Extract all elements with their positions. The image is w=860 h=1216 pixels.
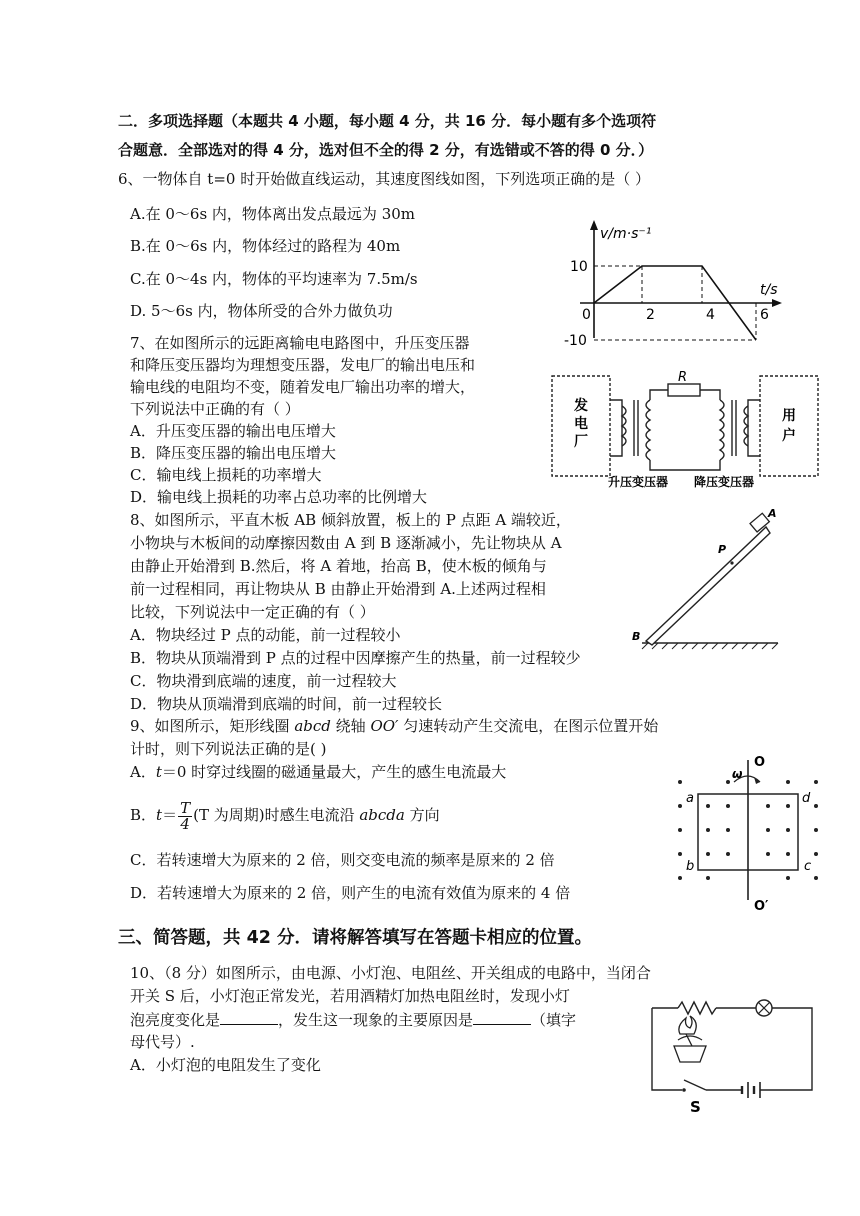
q7-line1: 7、在如图所示的远距离输电电路图中，升压变压器 bbox=[130, 334, 470, 352]
q7-line3: 输电线的电阻均不变，随着发电厂输出功率的增大， bbox=[130, 378, 476, 396]
graph-y-label: v/m·s⁻¹ bbox=[600, 226, 652, 242]
q10-line4: 母代号）. bbox=[130, 1033, 195, 1051]
step-down-label: 降压变压器 bbox=[694, 475, 755, 489]
q10-line2: 开关 S 后，小灯泡正常发光，若用酒精灯加热电阻丝时，发现小灯 bbox=[130, 987, 570, 1005]
coil-label-d: d bbox=[802, 791, 811, 806]
graph-tick-x-2: 2 bbox=[646, 307, 655, 323]
axis-o-label: O bbox=[754, 755, 766, 770]
q8-line4: 前一过程相同，再让物块从 B 由静止开始滑到 A.上述两过程相 bbox=[130, 580, 546, 598]
inclined-board-diagram bbox=[630, 505, 790, 650]
board-label-a: A bbox=[768, 507, 777, 520]
power-transmission-diagram bbox=[550, 370, 830, 490]
axis-o-prime-label: O′ bbox=[754, 899, 769, 914]
q8-option-c: C．物块滑到底端的速度，前一过程较大 bbox=[130, 672, 397, 690]
coil-label-c: c bbox=[804, 859, 812, 874]
graph-x-label: t/s bbox=[760, 282, 778, 298]
resistance-wire bbox=[678, 1002, 716, 1014]
graph-tick-x-6: 6 bbox=[760, 307, 769, 323]
q9-option-c: C．若转速增大为原来的 2 倍，则交变电流的频率是原来的 2 倍 bbox=[130, 851, 555, 869]
section3-header: 三、简答题，共 42 分．请将解答填写在答题卡相应的位置。 bbox=[118, 928, 593, 948]
q7-option-d: D．输电线上损耗的功率占总功率的比例增大 bbox=[130, 488, 428, 506]
board-label-p: P bbox=[718, 543, 727, 556]
rotating-coil-diagram bbox=[670, 750, 840, 915]
q7-line4: 下列说法中正确的有（ ） bbox=[130, 400, 300, 418]
q6-stem: 6、一物体自 t=0 时开始做直线运动，其速度图线如图，下列选项正确的是（ ） bbox=[118, 170, 650, 188]
graph-tick-x-0: 0 bbox=[582, 307, 591, 323]
graph-tick-x-4: 4 bbox=[706, 307, 715, 323]
alcohol-lamp-icon bbox=[674, 1016, 706, 1062]
heated-wire-circuit-diagram bbox=[640, 990, 830, 1115]
board-label-b: B bbox=[632, 630, 641, 643]
section2-header-line2: 合题意．全部选对的得 4 分，选对但不全的得 2 分，有选错或不答的得 0 分．） bbox=[118, 141, 654, 159]
q7-option-a: A．升压变压器的输出电压增大 bbox=[130, 422, 336, 440]
q6-option-d: D. 5～6s 内，物体所受的合外力做负功 bbox=[130, 302, 393, 320]
switch-label: S bbox=[690, 1098, 701, 1116]
q9-line1: 9、如图所示，矩形线圈 abcd 绕轴 OO′ 匀速转动产生交流电，在图示位置开始 bbox=[130, 717, 659, 735]
omega-label: ω bbox=[732, 767, 743, 781]
q8-line2: 小物块与木板间的动摩擦因数由 A 到 B 逐渐减小，先让物块从 A bbox=[130, 534, 562, 552]
q8-line3: 由静止开始滑到 B.然后，将 A 着地，抬高 B，使木板的倾角与 bbox=[130, 557, 547, 575]
user-char-1: 用 bbox=[782, 408, 796, 424]
q6-option-c: C.在 0～4s 内，物体的平均速率为 7.5m/s bbox=[130, 270, 418, 288]
q10-line1: 10、（8 分）如图所示，由电源、小灯泡、电阻丝、开关组成的电路中，当闭合 bbox=[130, 964, 651, 982]
q8-option-d: D．物块从顶端滑到底端的时间，前一过程较长 bbox=[130, 695, 443, 713]
graph-tick-y-neg10: -10 bbox=[564, 333, 587, 349]
answer-blank-1[interactable] bbox=[220, 1009, 278, 1025]
step-up-label: 升压变压器 bbox=[608, 475, 669, 489]
q9-option-a: A．t＝0 时穿过线圈的磁通量最大，产生的感生电流最大 bbox=[130, 763, 507, 781]
q9-option-b: B．t＝ $\frac{T}{4}$ (T 为周期)时感生电流沿 abcda 方向 bbox=[130, 798, 440, 833]
resistor-label: R bbox=[678, 370, 688, 385]
plant-char-3: 厂 bbox=[574, 434, 588, 450]
graph-tick-y-10: 10 bbox=[570, 259, 588, 275]
q10-option-a: A．小灯泡的电阻发生了变化 bbox=[130, 1056, 321, 1074]
q8-line5: 比较，下列说法中一定正确的有（ ） bbox=[130, 603, 375, 621]
plant-char-2: 电 bbox=[574, 416, 588, 432]
q10-line3: 泡亮度变化是 ，发生这一现象的主要原因是 （填字 bbox=[130, 1011, 577, 1029]
section2-header-line1: 二．多项选择题（本题共 4 小题，每小题 4 分，共 16 分．每小题有多个选项符 bbox=[118, 112, 657, 130]
q8-option-a: A．物块经过 P 点的动能，前一过程较小 bbox=[130, 626, 401, 644]
q7-line2: 和降压变压器均为理想变压器，发电厂的输出电压和 bbox=[130, 356, 476, 374]
q9-option-d: D．若转速增大为原来的 2 倍，则产生的电流有效值为原来的 4 倍 bbox=[130, 884, 571, 902]
user-char-2: 户 bbox=[782, 428, 796, 444]
answer-blank-2[interactable] bbox=[473, 1009, 531, 1025]
coil-label-a: a bbox=[686, 791, 694, 806]
velocity-time-graph bbox=[560, 212, 790, 352]
q8-option-b: B．物块从顶端滑到 P 点的过程中因摩擦产生的热量，前一过程较少 bbox=[130, 649, 581, 667]
plant-char-1: 发 bbox=[574, 398, 588, 414]
coil-label-b: b bbox=[686, 859, 695, 874]
q8-line1: 8、如图所示，平直木板 AB 倾斜放置，板上的 P 点距 A 端较近， bbox=[130, 511, 571, 529]
q9-line2: 计时，则下列说法正确的是( ) bbox=[130, 740, 327, 758]
q7-option-c: C．输电线上损耗的功率增大 bbox=[130, 466, 322, 484]
q6-option-b: B.在 0～6s 内，物体经过的路程为 40m bbox=[130, 237, 401, 255]
q7-option-b: B．降压变压器的输出电压增大 bbox=[130, 444, 337, 462]
switch-icon bbox=[684, 1080, 706, 1090]
q6-option-a: A.在 0～6s 内，物体离出发点最远为 30m bbox=[130, 205, 416, 223]
